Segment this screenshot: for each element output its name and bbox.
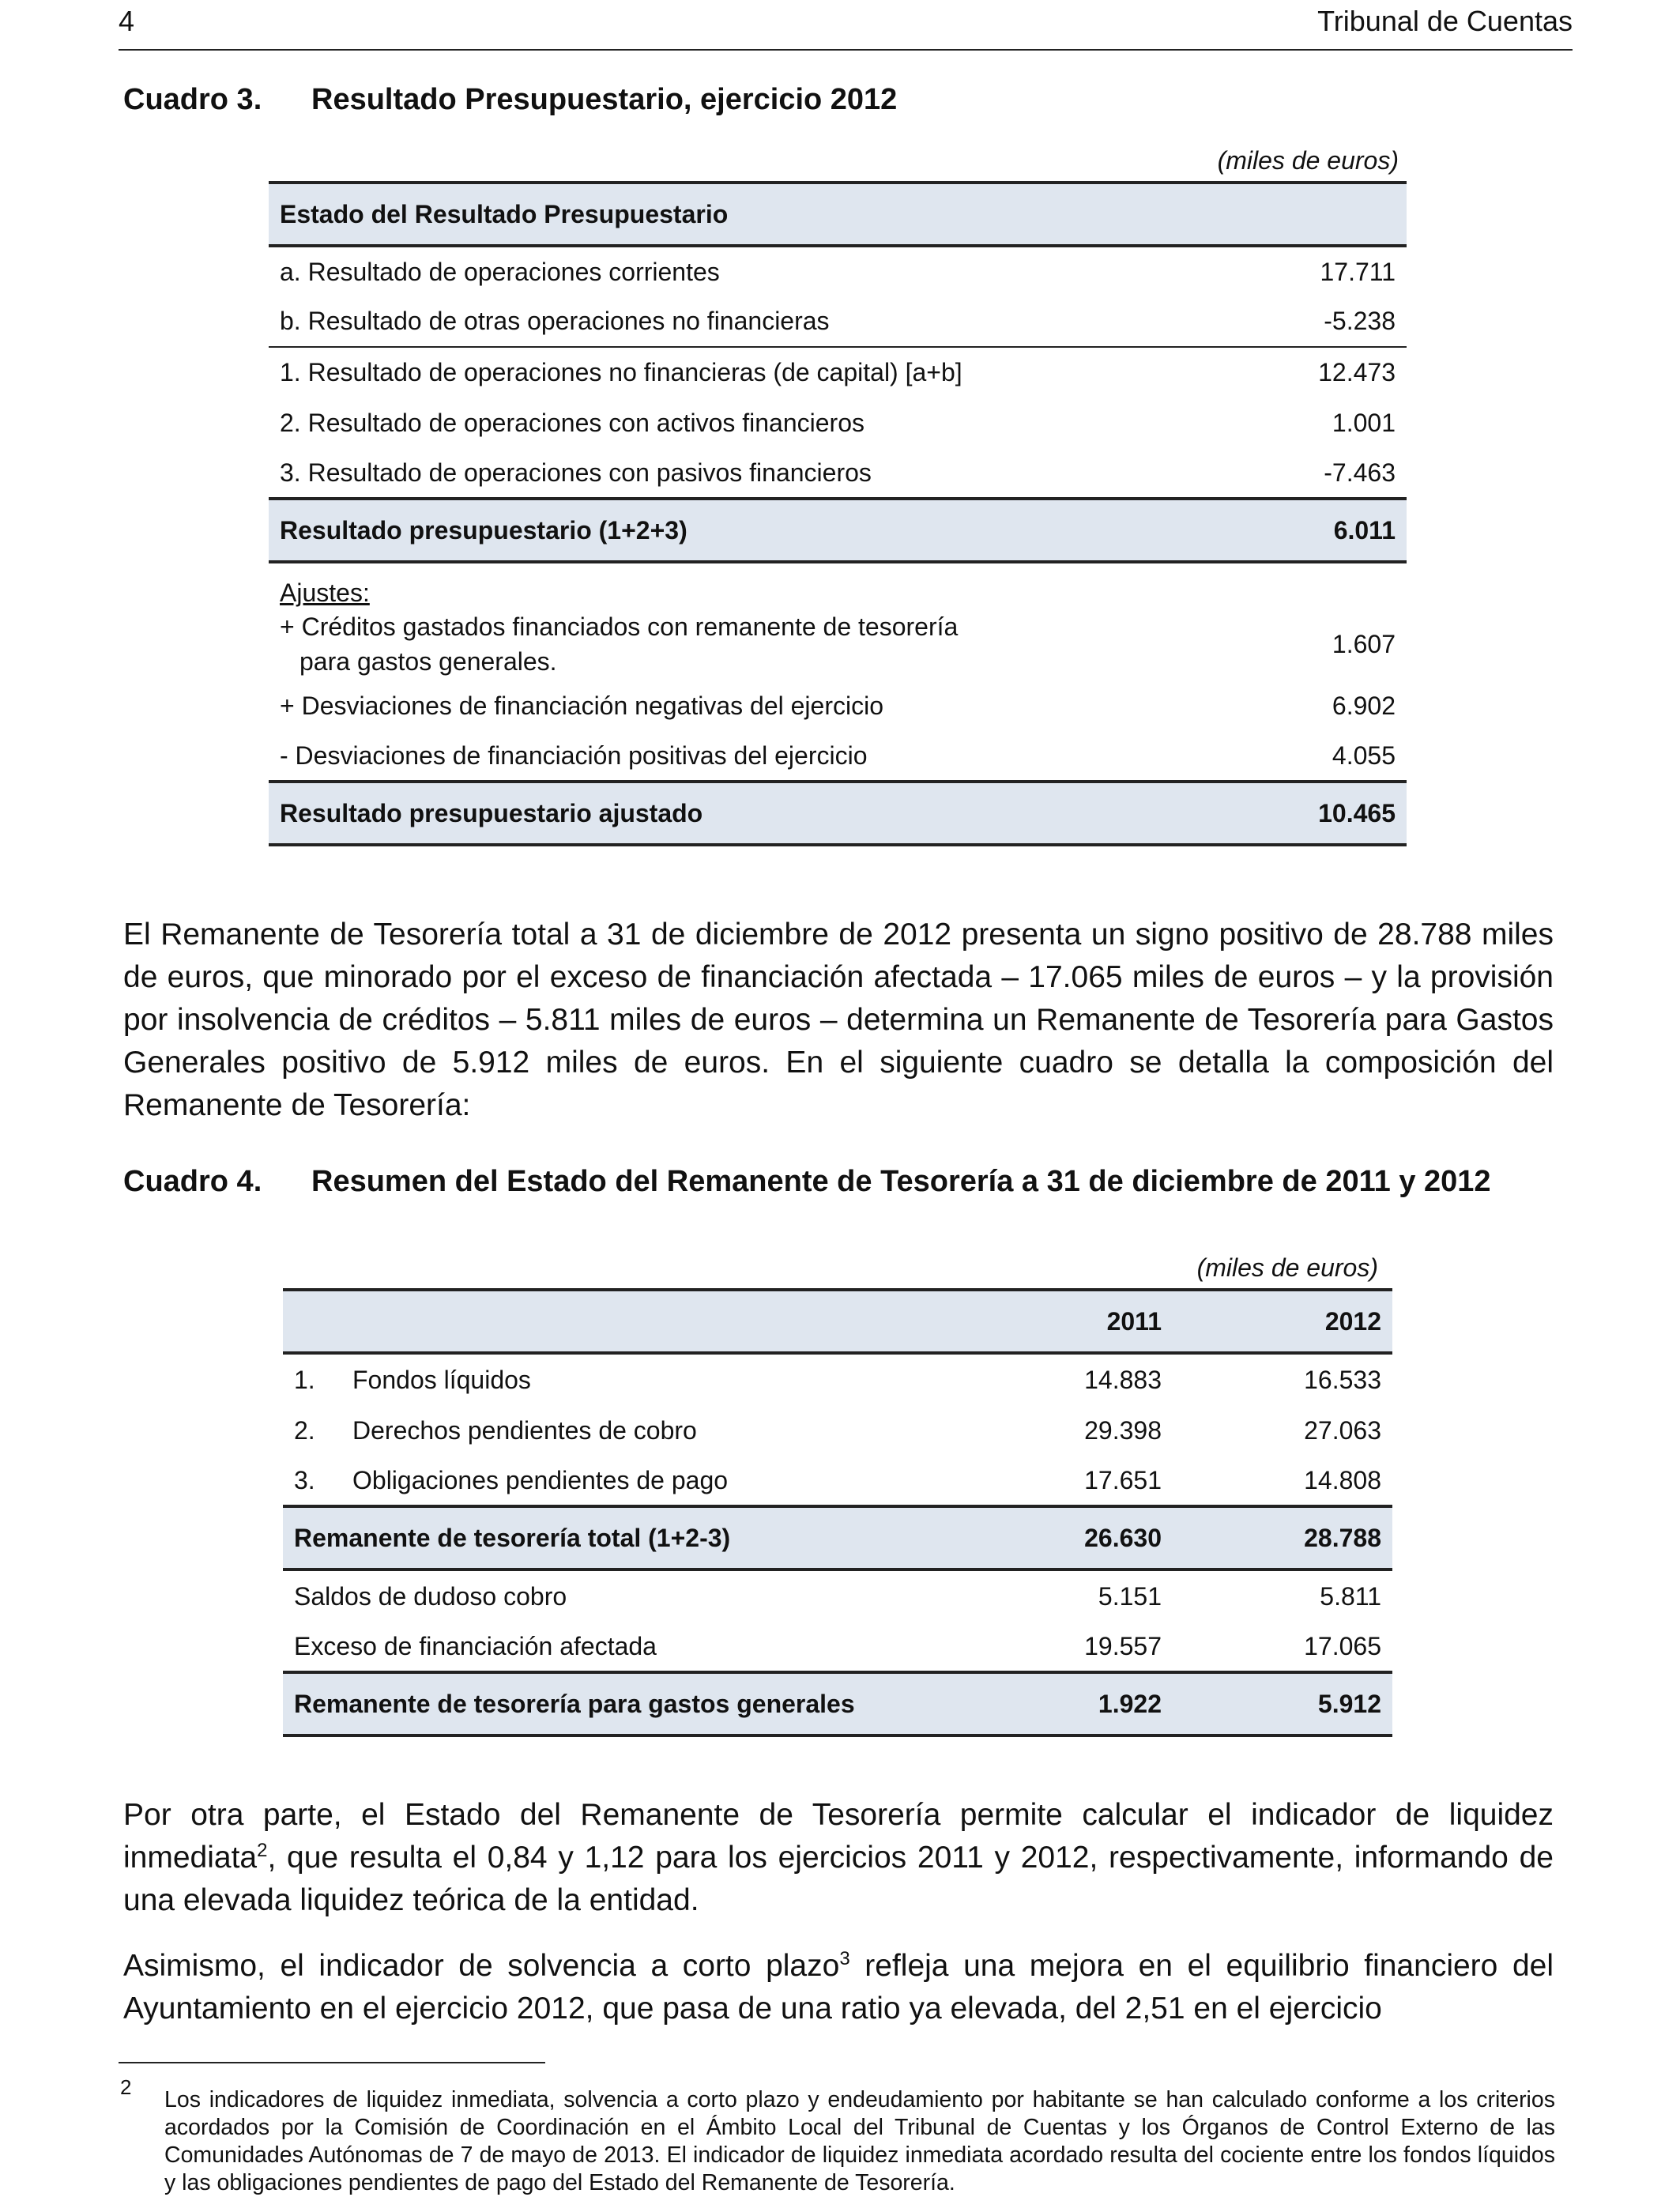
cuadro3-units: (miles de euros) bbox=[1217, 146, 1399, 175]
footnote-mark: 2 bbox=[120, 2075, 132, 2099]
table-row bbox=[283, 1405, 1392, 1456]
footnote-separator bbox=[119, 2062, 545, 2063]
row-value: 1.001 bbox=[1332, 408, 1396, 437]
page-number: 4 bbox=[119, 5, 135, 37]
row-value: 12.473 bbox=[1047, 347, 1407, 398]
table-row bbox=[269, 608, 1407, 680]
row-num: 3. bbox=[294, 1465, 315, 1494]
value-2012: 17.065 bbox=[1304, 1631, 1381, 1660]
row-value: 17.711 bbox=[1320, 257, 1396, 286]
total-2011: 1.922 bbox=[942, 1672, 1173, 1735]
subtotal-2011: 26.630 bbox=[942, 1506, 1173, 1570]
row-label: Exceso de financiación afectada bbox=[294, 1631, 657, 1660]
table-row bbox=[269, 680, 1407, 731]
total-value: 10.465 bbox=[1047, 782, 1407, 845]
value-2012: 5.811 bbox=[1320, 1581, 1381, 1611]
row-label: Fondos líquidos bbox=[352, 1365, 531, 1394]
subtotal-value: 6.011 bbox=[1047, 499, 1407, 562]
body-paragraph bbox=[123, 1794, 1554, 1922]
body-paragraph bbox=[123, 1945, 1554, 2030]
row-label: - Desviaciones de financiación positivas del ejercicio bbox=[280, 740, 868, 770]
row-value: -5.238 bbox=[1324, 307, 1396, 335]
table-header-row bbox=[269, 183, 1407, 246]
row-value: 4.055 bbox=[1332, 740, 1396, 770]
total-2012: 5.912 bbox=[1173, 1672, 1392, 1735]
table-header-row bbox=[283, 1290, 1392, 1353]
total-label: Resultado presupuestario ajustado bbox=[269, 782, 1047, 845]
cuadro4-caption bbox=[123, 1163, 1554, 1242]
value-2011: 14.883 bbox=[1084, 1365, 1162, 1394]
subtotal-row bbox=[283, 1506, 1392, 1570]
table-row bbox=[283, 1570, 1392, 1622]
table-row bbox=[269, 347, 1407, 398]
cuadro4-label: Cuadro 4. bbox=[123, 1165, 262, 1198]
table-row bbox=[283, 1622, 1392, 1672]
total-row bbox=[269, 782, 1407, 845]
cuadro3-label: Cuadro 3. bbox=[123, 83, 262, 116]
running-title: Tribunal de Cuentas bbox=[1317, 5, 1573, 37]
table-row bbox=[269, 296, 1407, 347]
cuadro4-units: (miles de euros) bbox=[1196, 1253, 1378, 1282]
subtotal-2012: 28.788 bbox=[1173, 1506, 1392, 1570]
page-header bbox=[119, 0, 1573, 51]
cuadro3-title: Resultado Presupuestario, ejercicio 2012 bbox=[311, 83, 898, 116]
row-num: 2. bbox=[294, 1415, 315, 1445]
value-2012: 16.533 bbox=[1304, 1365, 1381, 1394]
ajustes-label: Ajustes: bbox=[280, 578, 370, 607]
table-row bbox=[269, 398, 1407, 448]
row-label: 2. Resultado de operaciones con activos financieros bbox=[280, 408, 864, 437]
para-text: Por otra parte, el Estado del Remanente de Tesorería permite calcular el indicador de liquidez inmediata bbox=[123, 1798, 1554, 1875]
value-2011: 19.557 bbox=[1084, 1631, 1162, 1660]
cuadro4-table bbox=[283, 1288, 1392, 1737]
row-label-line2: para gastos generales. bbox=[299, 647, 557, 676]
table-row bbox=[269, 731, 1407, 782]
row-label: b. Resultado de otras operaciones no financieras bbox=[280, 307, 830, 335]
col-2011: 2011 bbox=[942, 1290, 1173, 1353]
row-label: 3. Resultado de operaciones con pasivos financieros bbox=[280, 458, 872, 487]
row-value: 6.902 bbox=[1332, 691, 1396, 720]
cuadro3-header: Estado del Resultado Presupuestario bbox=[269, 183, 1407, 246]
footnote-ref[interactable]: 2 bbox=[257, 1840, 268, 1861]
row-value: -7.463 bbox=[1324, 458, 1396, 487]
table-row bbox=[283, 1456, 1392, 1506]
value-2012: 14.808 bbox=[1304, 1465, 1381, 1494]
table-row bbox=[269, 246, 1407, 296]
para-text: refleja una mejora en el equilibrio financiero del Ayuntamiento en el ejercicio 2012, que pasa de una ratio ya elevada, del 2,51 en el ejercicio bbox=[123, 1949, 1554, 2026]
subtotal-label: Resultado presupuestario (1+2+3) bbox=[269, 499, 1047, 562]
subtotal-row bbox=[269, 499, 1407, 562]
subtotal-label: Remanente de tesorería total (1+2-3) bbox=[283, 1506, 942, 1570]
row-label-line1: + Créditos gastados financiados con remanente de tesorería bbox=[280, 612, 959, 641]
row-label: Derechos pendientes de cobro bbox=[352, 1415, 697, 1445]
cuadro4-title: Resumen del Estado del Remanente de Tesorería a 31 de diciembre de 2011 y 2012 bbox=[311, 1165, 1491, 1198]
row-label: Obligaciones pendientes de pago bbox=[352, 1465, 729, 1494]
value-2011: 17.651 bbox=[1084, 1465, 1162, 1494]
value-2012: 27.063 bbox=[1304, 1415, 1381, 1445]
row-value: 1.607 bbox=[1332, 629, 1396, 658]
body-paragraph: El Remanente de Tesorería total a 31 de diciembre de 2012 presenta un signo positivo de 28.788 miles de euros, que minorado por el exceso de financiación afectada – 17.065 miles de euros – y la provisión por insolvencia de créditos – 5.811 miles de euros – determina un Remanente de Tesorería para Gastos Generales positivo de 5.912 miles de euros. En el siguiente cuadro se detalla la composición del Remanente de Tesorería: bbox=[123, 918, 1554, 1122]
total-label: Remanente de tesorería para gastos generales bbox=[283, 1672, 942, 1735]
total-row bbox=[283, 1672, 1392, 1735]
table-row bbox=[283, 1353, 1392, 1405]
row-label: Saldos de dudoso cobro bbox=[294, 1581, 567, 1611]
row-num: 1. bbox=[294, 1365, 315, 1394]
row-label: 1. Resultado de operaciones no financieras (de capital) [a+b] bbox=[269, 347, 1047, 398]
value-2011: 29.398 bbox=[1084, 1415, 1162, 1445]
row-label: + Desviaciones de financiación negativas del ejercicio bbox=[280, 691, 883, 720]
row-label: a. Resultado de operaciones corrientes bbox=[280, 257, 720, 286]
para-text: , que resulta el 0,84 y 1,12 para los ejercicios 2011 y 2012, respectivamente, informando de una elevada liquidez teórica de la entidad. bbox=[123, 1841, 1554, 1917]
value-2011: 5.151 bbox=[1098, 1581, 1162, 1611]
para-text: Asimismo, el indicador de solvencia a corto plazo bbox=[123, 1949, 840, 1983]
footnote-text: Los indicadores de liquidez inmediata, solvencia a corto plazo y endeudamiento por habitante se han calculado conforme a los criterios acordados por la Comisión de Coordinación en el Ámbito Local del Tribunal de Cuentas y los Órganos de Control Externo de las Comunidades Autónomas de 7 de mayo de 2013. El indicador de liquidez inmediata acordado resulta del cociente entre los fondos líquidos y las obligaciones pendientes de pago del Estado del Remanente de Tesorería. bbox=[164, 2087, 1555, 2195]
col-2012: 2012 bbox=[1173, 1290, 1392, 1353]
footnote-ref[interactable]: 3 bbox=[839, 1948, 850, 1969]
ajustes-row bbox=[269, 562, 1407, 608]
cuadro3-caption bbox=[123, 83, 1554, 122]
table-row bbox=[269, 448, 1407, 499]
cuadro3-table bbox=[269, 181, 1407, 846]
